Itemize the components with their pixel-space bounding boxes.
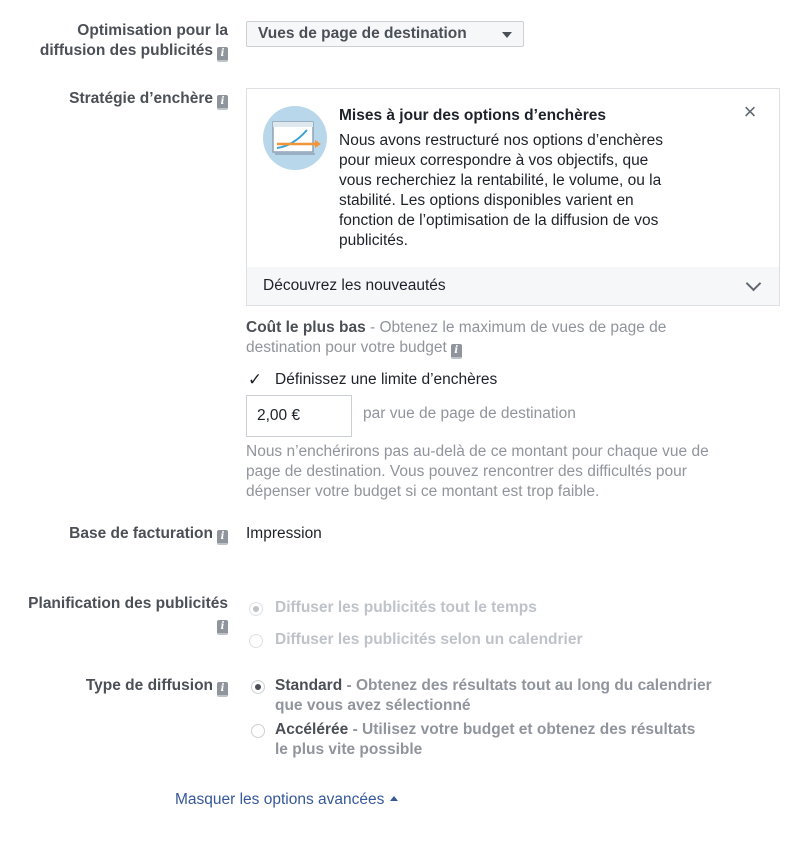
strategy-label: Stratégie d’enchère i — [69, 89, 228, 110]
info-icon[interactable]: i — [451, 344, 462, 359]
delivery-accelerated-label: Accélérée - Utilisez votre budget et obtenez des résultats le plus vite possible — [275, 721, 696, 758]
radio-selected-dot — [253, 606, 259, 612]
bid-amount-input[interactable] — [246, 395, 352, 437]
caret-up-icon — [390, 796, 398, 801]
billing-label: Base de facturation i — [69, 524, 228, 545]
info-icon[interactable]: i — [217, 620, 228, 635]
schedule-always-label: Diffuser les publicités tout le temps — [275, 599, 537, 616]
hide-advanced-options-link[interactable]: Masquer les options avancées — [175, 790, 398, 810]
schedule-always-radio[interactable] — [249, 602, 263, 616]
optimisation-selected: Vues de page de destination — [258, 25, 467, 42]
radio-selected-dot — [255, 684, 261, 690]
optimisation-dropdown[interactable] — [246, 21, 524, 47]
chevron-down-icon — [746, 276, 762, 292]
bid-limit-checkbox[interactable]: ✓ — [247, 370, 263, 389]
bid-unit-label: par vue de page de destination — [363, 405, 576, 422]
card-title: Mises à jour des options d’enchères — [339, 107, 607, 124]
delivery-accelerated-radio[interactable] — [251, 724, 265, 738]
delivery-standard-radio[interactable] — [251, 680, 265, 694]
bidding-update-card — [246, 88, 780, 306]
card-body: Nous avons restructuré nos options d’enchères pour mieux correspondre à vos objectifs, que vous recherchiez la rentabilité, le volume, ou la stabilité. Les options disponibles varient en fonction de l’optimisation de la diffusion de vos publicités. — [339, 132, 663, 249]
delivery-standard-label: Standard - Obtenez des résultats tout au long du calendrier que vous avez sélectionné — [275, 677, 712, 714]
optimisation-label: Optimisation pour la diffusion des publicités i — [40, 21, 228, 62]
lowest-cost-description: Coût le plus bas - Obtenez le maximum de vues de page de destination pour votre budget i — [246, 318, 666, 359]
info-icon[interactable]: i — [217, 682, 228, 697]
info-icon[interactable]: i — [217, 47, 228, 62]
schedule-calendar-label: Diffuser les publicités selon un calendrier — [275, 631, 583, 648]
schedule-calendar-radio[interactable] — [249, 634, 263, 648]
chart-illustration-icon — [263, 106, 327, 170]
info-icon[interactable]: i — [217, 95, 228, 110]
close-icon[interactable]: × — [743, 99, 757, 124]
discover-news-toggle[interactable]: Découvrez les nouveautés — [247, 267, 779, 305]
bid-note: Nous n’enchérirons pas au-delà de ce montant pour chaque vue de page de destination. Vous pouvez rencontrer des difficultés pour dépenser votre budget si ce montant est trop faible. — [246, 443, 709, 500]
lowest-cost-title: Coût le plus bas — [246, 319, 366, 336]
delivery-label: Type de diffusion i — [86, 676, 228, 697]
billing-value: Impression — [246, 525, 322, 542]
info-icon[interactable]: i — [217, 530, 228, 545]
bid-limit-label: Définissez une limite d’enchères — [275, 371, 498, 388]
caret-down-icon — [502, 32, 512, 38]
schedule-label: Planification des publicités i — [28, 594, 228, 635]
